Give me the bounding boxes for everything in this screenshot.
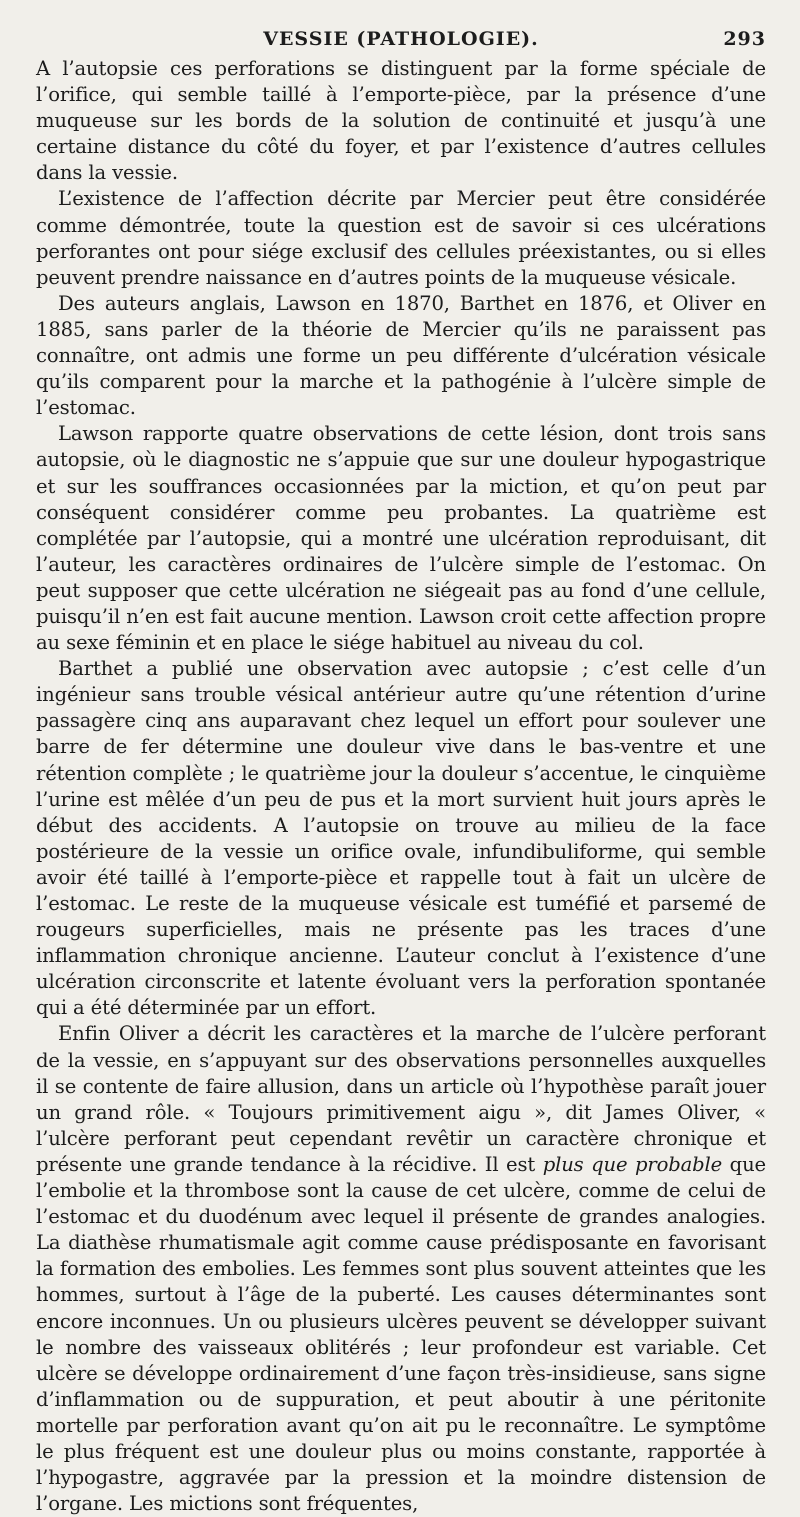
running-header bbox=[36, 22, 766, 56]
paragraph-4: Lawson rapporte quatre observations de cette lésion, dont trois sans autopsie, où le diagnostic ne s’appuie que sur une douleur hypogastrique et sur les souffrances occasionnées par la miction, et qu’on peut par conséquent considérer comme peu probantes. La quatrième est complétée par l’autopsie, qui a montré une ulcération reproduisant, dit l’auteur, les caractères ordinaires de l’ulcère simple de l’estomac. On peut supposer que cette ulcération ne siégeait pas au fond d’une cellule, puisqu’il n’en est fait aucune mention. Lawson croit cette affection propre au sexe féminin et en place le siége habituel au niveau du col. bbox=[36, 422, 766, 655]
paragraph-6-italic: plus que probable bbox=[542, 1152, 723, 1176]
paragraph-6-part-2: que l’embolie et la thrombose sont la cause de cet ulcère, comme de celui de l’estomac et du duodénum avec lequel il présente de grandes analogies. La diathèse rhumatismale agit comme cause prédisposante en favorisant la formation des embolies. Les femmes sont plus souvent atteintes que les hommes, surtout à l’âge de la puberté. Les causes déterminantes sont encore inconnues. Un ou plusieurs ulcères peuvent se développer suivant le nombre des vaisseaux oblitérés ; leur profondeur est variable. Cet ulcère se développe ordinairement d’une façon très-insidieuse, sans signe d’inflammation ou de suppuration, et peut aboutir à une péritonite mortelle par perforation avant qu’on ait pu le reconnaître. Le symptôme le plus fréquent est une douleur plus ou moins constante, rapportée à l’hypogastre, aggravée par la pression et la moindre distension de l’organe. Les mictions sont fréquentes, bbox=[36, 1152, 766, 1516]
running-title: VESSIE (PATHOLOGIE). bbox=[263, 28, 539, 50]
body-text bbox=[36, 56, 766, 1517]
page-number: 293 bbox=[723, 28, 766, 50]
paragraph-2: L’existence de l’affection décrite par Mercier peut être considérée comme démontrée, toute la question est de savoir si ces ulcérations perforantes ont pour siége exclusif des cellules préexistantes, ou si elles peuvent prendre naissance en d’autres points de la muqueuse vésicale. bbox=[36, 187, 766, 289]
paragraph-5: Barthet a publié une observation avec autopsie ; c’est celle d’un ingénieur sans trouble vésical antérieur autre qu’une rétention d’urine passagère cinq ans auparavant chez lequel un effort pour soulever une barre de fer détermine une douleur vive dans le bas-ventre et une rétention complète ; le quatrième jour la douleur s’accentue, le cinquième l’urine est mêlée d’un peu de pus et la mort survient huit jours après le début des accidents. A l’autopsie on trouve au milieu de la face postérieure de la vessie un orifice ovale, infundibuliforme, qui semble avoir été taillé à l’emporte-pièce et rappelle tout à fait un ulcère de l’estomac. Le reste de la muqueuse vésicale est tuméfié et parsemé de rougeurs superficielles, mais ne présente pas les traces d’une inflammation chronique ancienne. L’auteur conclut à l’existence d’une ulcération circonscrite et latente évoluant vers la perforation spontanée qui a été déterminée par un effort. bbox=[36, 657, 766, 1020]
paragraph-6-part-1: Enfin Oliver a décrit les caractères et la marche de l’ulcère perforant de la vessie, en s’appuyant sur des observations personnelles auxquelles il se contente de faire allusion, dans un article où l’hypothèse paraît jouer un grand rôle. « Toujours primitivement aigu », dit James Oliver, « l’ulcère perforant peut cependant revêtir un caractère chronique et présente une grande tendance à la récidive. Il est bbox=[36, 1022, 766, 1176]
paragraph-1: A l’autopsie ces perforations se distinguent par la forme spéciale de l’orifice, qui semble taillé à l’emporte-pièce, par la présence d’une muqueuse sur les bords de la solution de continuité et jusqu’à une certaine distance du côté du foyer, et par l’existence d’autres cellules dans la vessie. bbox=[36, 57, 766, 185]
paragraph-6 bbox=[36, 1021, 766, 1517]
paragraph-3: Des auteurs anglais, Lawson en 1870, Barthet en 1876, et Oliver en 1885, sans parler de la théorie de Mercier qu’ils ne paraissent pas connaître, ont admis une forme un peu différente d’ulcération vésicale qu’ils comparent pour la marche et la pathogénie à l’ulcère simple de l’estomac. bbox=[36, 291, 766, 420]
